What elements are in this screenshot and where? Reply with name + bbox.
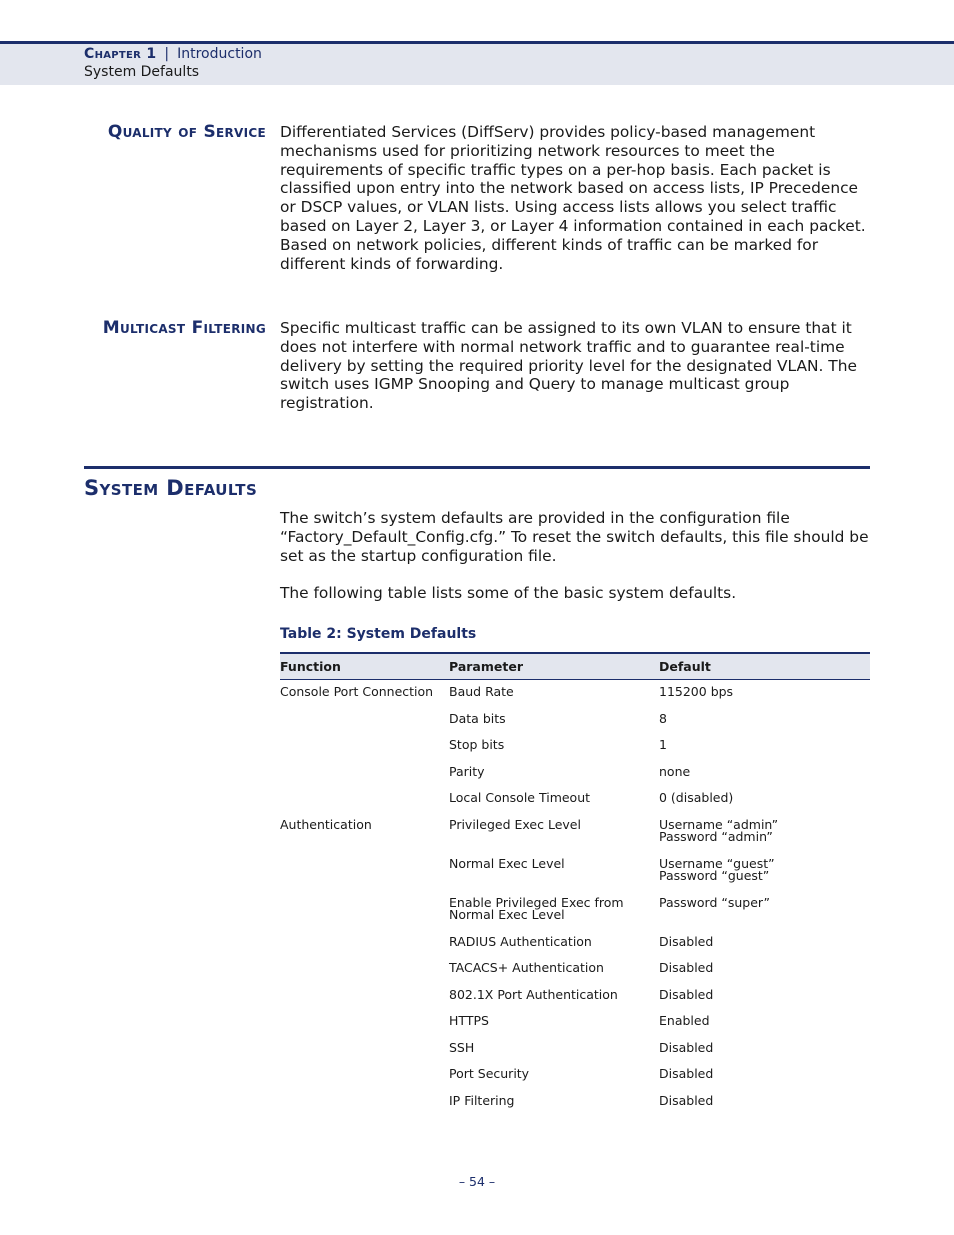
column-header-default: Default [659, 659, 711, 674]
table-cell-default: 1 [659, 737, 667, 752]
table-cell-default: none [659, 764, 691, 779]
table-cell-parameter: Privileged Exec Level [449, 817, 581, 832]
table-cell-default: Disabled [659, 987, 714, 1002]
section-label: System Defaults [84, 64, 200, 80]
running-header [84, 46, 262, 62]
section-rule [84, 466, 870, 469]
table-cell-function: Console Port Connection [280, 684, 434, 699]
table-cell-default: Disabled [659, 1066, 714, 1081]
table-header [280, 652, 870, 680]
table-cell-default-line2: Password “admin” [659, 829, 773, 844]
chapter-label: Chapter 1 [84, 46, 157, 62]
table-cell-default: Enabled [659, 1013, 710, 1028]
chapter-title: Introduction [177, 46, 262, 62]
defaults-paragraph-1: The switch’s system defaults are provided in the configuration file “Factory_Default_Config.cfg.” To reset the switch defaults, this file should be set as the startup configuration file. [280, 509, 869, 565]
table-cell-parameter: HTTPS [449, 1013, 489, 1028]
table-cell-parameter: Enable Privileged Exec from [449, 895, 624, 910]
system-defaults-heading: System Defaults [84, 476, 258, 500]
table-cell-default-line2: Password “guest” [659, 868, 770, 883]
page-number: – 54 – [458, 1174, 496, 1189]
table-cell-default: Username “admin” [659, 817, 779, 832]
column-header-parameter: Parameter [449, 659, 523, 674]
table-cell-parameter: IP Filtering [449, 1093, 515, 1108]
table-cell-default: Username “guest” [659, 856, 775, 871]
header-separator: | [164, 46, 170, 62]
defaults-paragraph-2: The following table lists some of the basic system defaults. [280, 584, 737, 602]
table-cell-default: Disabled [659, 960, 714, 975]
table-cell-function: Authentication [280, 817, 372, 832]
table-cell-parameter: Port Security [449, 1066, 530, 1081]
table-cell-default: 0 (disabled) [659, 790, 734, 805]
table-cell-default: 115200 bps [659, 684, 734, 699]
table-cell-parameter-line2: Normal Exec Level [449, 907, 565, 922]
table-cell-parameter: Local Console Timeout [449, 790, 591, 805]
table-cell-default: Password “super” [659, 895, 771, 910]
table-cell-default: 8 [659, 711, 667, 726]
multicast-heading: Multicast Filtering [102, 318, 266, 338]
table-cell-parameter: Stop bits [449, 737, 505, 752]
table-caption: Table 2: System Defaults [280, 626, 477, 642]
table-cell-parameter: Baud Rate [449, 684, 514, 699]
qos-heading: Quality of Service [107, 122, 266, 142]
table-cell-default: Disabled [659, 1040, 714, 1055]
table-cell-default: Disabled [659, 934, 714, 949]
table-cell-parameter: SSH [449, 1040, 475, 1055]
qos-text: Differentiated Services (DiffServ) provides policy-based management mechanisms used for prioritizing network resources to meet the requirements of specific traffic types on a per-hop basis. Each packet is classified upon entry into the network based on access lists, IP Precedence or DSCP values, or VLAN lists. Using access lists allows you select traffic based on Layer 2, Layer 3, or Layer 4 information contained in each packet. Based on network policies, different kinds of traffic can be marked for different kinds of forwarding. [280, 123, 866, 273]
table-cell-parameter: Normal Exec Level [449, 856, 565, 871]
table-cell-parameter: Parity [449, 764, 485, 779]
table-cell-parameter: RADIUS Authentication [449, 934, 592, 949]
table-cell-parameter: Data bits [449, 711, 506, 726]
table-cell-default: Disabled [659, 1093, 714, 1108]
column-header-function: Function [280, 659, 341, 674]
multicast-text: Specific multicast traffic can be assigned to its own VLAN to ensure that it does not interfere with normal network traffic and to guarantee real-time delivery by setting the required priority level for the designated VLAN. The switch uses IGMP Snooping and Query to manage multicast group registration. [280, 319, 857, 413]
table-cell-parameter: 802.1X Port Authentication [449, 987, 618, 1002]
table-cell-parameter: TACACS+ Authentication [449, 960, 604, 975]
